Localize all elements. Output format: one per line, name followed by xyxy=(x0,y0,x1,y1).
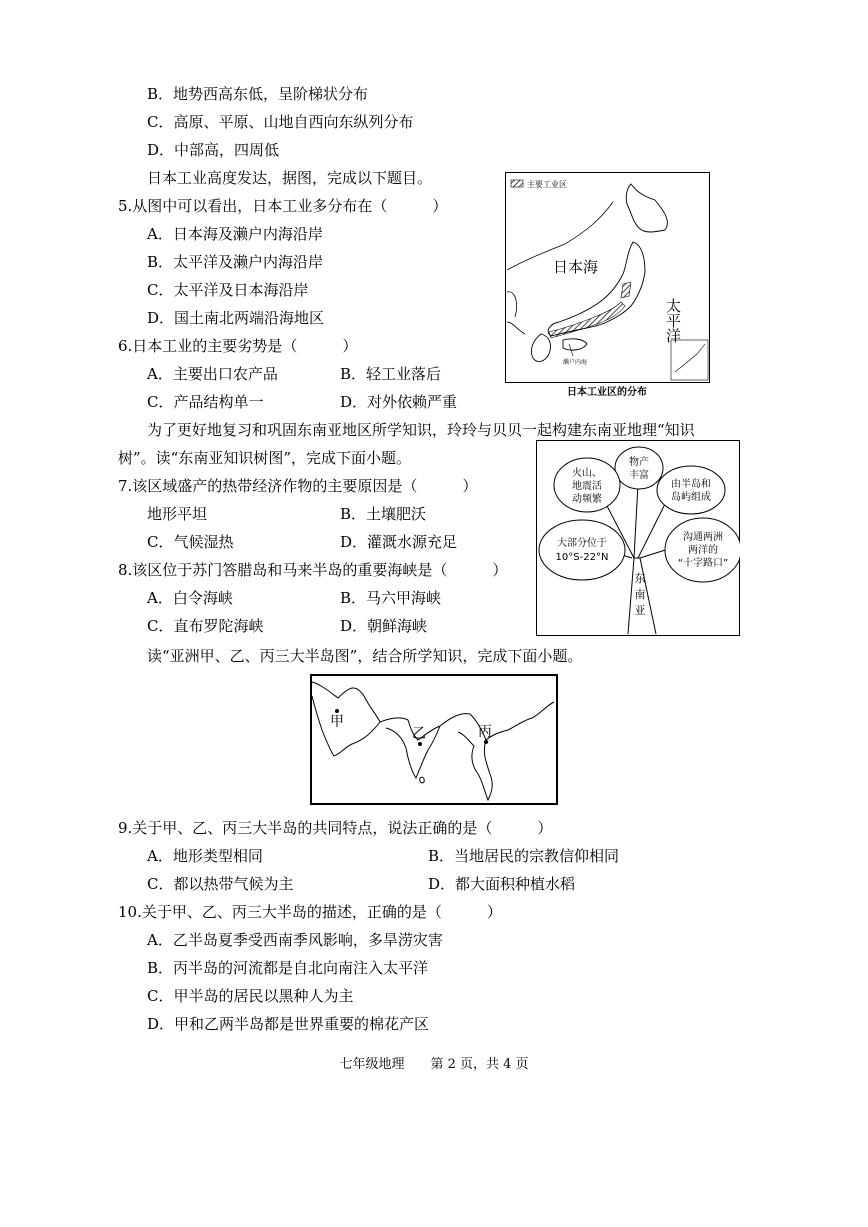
q9-option-b: B．当地居民的宗教信仰相同 xyxy=(428,847,620,865)
q6-option-c: C．产品结构单一 xyxy=(147,393,264,411)
q6-option-d: D．对外依赖严重 xyxy=(340,393,458,411)
q10-option-d: D．甲和乙两半岛都是世界重要的棉花产区 xyxy=(147,1015,430,1033)
q5-option-c: C．太平洋及日本海沿岸 xyxy=(147,281,309,299)
trunk-char-3: 亚 xyxy=(634,604,646,617)
japan-map-graphic xyxy=(505,172,710,402)
sea-intro-line1: 为了更好地复习和巩固东南亚地区所学知识，玲玲与贝贝一起构建东南亚地理“知识 xyxy=(147,421,695,439)
inland-sea-label: 濑户内海 xyxy=(563,359,588,366)
pacific-label-1: 太平洋 xyxy=(664,298,682,343)
bubble-latitude xyxy=(539,520,625,580)
sea-of-japan-label: 日本海 xyxy=(553,258,599,276)
b4-line1: 大部分位于 xyxy=(557,538,607,549)
q5-stem: 5.从图中可以看出，日本工业多分布在（ ） xyxy=(118,197,448,215)
q7-stem: 7.该区域盛产的热带经济作物的主要原因是（ ） xyxy=(118,477,478,495)
b5-line3: “十字路口” xyxy=(677,558,729,569)
japan-map-caption: 日本工业区的分布 xyxy=(567,387,647,398)
q8-option-c: C．直布罗陀海峡 xyxy=(147,617,264,635)
b5-line2: 两洋的 xyxy=(688,545,718,556)
q9-option-c: C．都以热带气候为主 xyxy=(147,875,294,893)
page-footer: 七年级地理 第 2 页，共 4 页 xyxy=(339,1057,529,1072)
q7-option-b: B．土壤肥沃 xyxy=(340,505,427,523)
bubble-peninsula xyxy=(657,466,725,514)
label-yi: 乙 xyxy=(412,726,426,742)
b3-line1: 由半岛和 xyxy=(671,479,711,490)
q9-stem: 9.关于甲、乙、丙三大半岛的共同特点，说法正确的是（ ） xyxy=(118,819,553,837)
b1-line1: 物产 xyxy=(629,457,649,468)
trunk-char-1: 东 xyxy=(634,572,646,585)
q8-stem: 8.该区位于苏门答腊岛和马来半岛的重要海峡是（ ） xyxy=(118,561,508,579)
q10-option-c: C．甲半岛的居民以黑种人为主 xyxy=(147,987,354,1005)
q4-option-b: B．地势西高东低，呈阶梯状分布 xyxy=(147,85,369,103)
q6-stem: 6.日本工业的主要劣势是（ ） xyxy=(118,337,358,355)
b4-line2: 10°S-22°N xyxy=(555,552,609,563)
asia-intro: 读“亚洲甲、乙、丙三大半岛图”，结合所学知识，完成下面小题。 xyxy=(147,647,583,665)
q5-option-d: D．国土南北两端沿海地区 xyxy=(147,309,325,327)
b1-line2: 丰富 xyxy=(629,470,649,481)
label-bing: 丙 xyxy=(478,724,492,740)
q6-option-b: B．轻工业落后 xyxy=(340,365,442,383)
asia-map-graphic xyxy=(310,674,558,806)
q9-option-d: D．都大面积种植水稻 xyxy=(428,875,576,893)
q7-option-c: C．气候湿热 xyxy=(147,533,234,551)
b2-line2: 地震活 xyxy=(572,481,602,492)
q10-option-b: B．丙半岛的河流都是自北向南注入太平洋 xyxy=(147,959,429,977)
q9-option-a: A．地形类型相同 xyxy=(147,847,263,865)
q8-option-d: D．朝鲜海峡 xyxy=(340,617,428,635)
q4-option-d: D．中部高，四周低 xyxy=(147,141,280,159)
japan-intro: 日本工业高度发达，据图，完成以下题目。 xyxy=(147,169,433,187)
q8-option-b: B．马六甲海峡 xyxy=(340,589,442,607)
knowledge-tree-graphic xyxy=(536,440,740,636)
q6-option-a: A．主要出口农产品 xyxy=(147,365,278,383)
q5-option-a: A．日本海及濑户内海沿岸 xyxy=(147,225,323,243)
sea-intro-line2: 树”。读“东南亚知识树图”，完成下面小题。 xyxy=(118,449,412,467)
q5-option-b: B．太平洋及濑户内海沿岸 xyxy=(147,253,324,271)
legend-swatch xyxy=(511,180,523,187)
b5-line1: 沟通两洲 xyxy=(683,532,723,543)
knowledge-tree xyxy=(536,440,740,636)
b2-line3: 动频繁 xyxy=(572,494,602,505)
q10-option-a: A．乙半岛夏季受西南季风影响，多旱涝灾害 xyxy=(147,931,443,949)
label-jia: 甲 xyxy=(330,714,344,730)
trunk-char-2: 南 xyxy=(634,588,646,601)
q4-option-c: C．高原、平原、山地自西向东纵列分布 xyxy=(147,113,414,131)
b2-line1: 火山、 xyxy=(572,468,602,479)
bubble-products xyxy=(615,447,663,489)
q10-stem: 10.关于甲、乙、丙三大半岛的描述，正确的是（ ） xyxy=(118,903,502,921)
asia-peninsulas-map xyxy=(310,674,558,806)
b3-line2: 岛屿组成 xyxy=(671,492,711,503)
q8-option-a: A．白令海峡 xyxy=(147,589,233,607)
q7-option-d: D．灌溉水源充足 xyxy=(340,533,458,551)
q7-option-a: 地形平坦 xyxy=(147,505,208,523)
legend-label: 主要工业区 xyxy=(527,180,567,189)
japan-industry-map xyxy=(505,172,710,402)
